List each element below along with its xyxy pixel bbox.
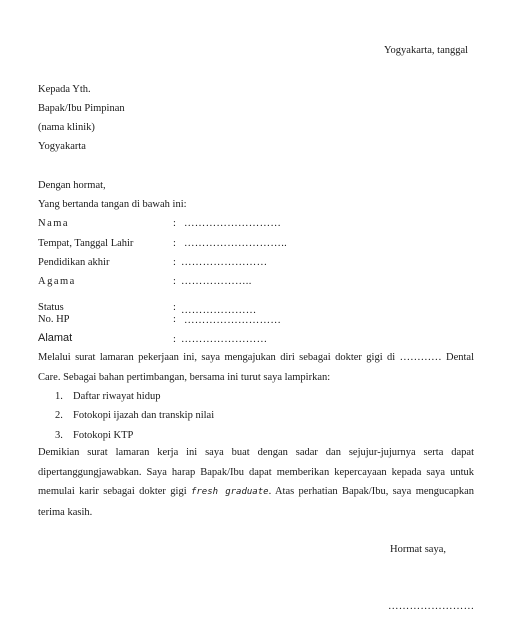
body-paragraph: [38, 348, 474, 387]
signature-dots: ……………………: [388, 601, 475, 612]
field-label-nama: Nama: [38, 218, 70, 229]
closing-line-3-post: . Atas perhatian Bapak/Ibu, saya mengucapkan: [268, 486, 475, 498]
attachment-item: [55, 390, 160, 403]
field-dots-agama: ………………..: [181, 276, 252, 287]
closing-line-1: Demikian surat lamaran kerja ini saya buat dengan sadar dan sejujur-jujurnya serta dapat: [38, 447, 474, 458]
field-colon-nohp: :: [173, 314, 176, 325]
closing-paragraph: [38, 443, 474, 522]
field-colon-status: :: [173, 302, 176, 313]
field-dots-status: …………………: [181, 305, 257, 316]
field-colon-agama: :: [173, 276, 176, 287]
greeting: Dengan hormat,: [38, 180, 106, 191]
place-date: Yogyakarta, tanggal: [384, 45, 469, 56]
sign-off: Hormat saya,: [390, 544, 446, 555]
recipient-line-4: Yogyakarta: [38, 141, 86, 152]
body-line-2: Care. Sebagai bahan pertimbangan, bersama ini turut saya lampirkan:: [38, 371, 331, 383]
attachment-item: [55, 409, 214, 422]
field-colon-pendidikan: :: [173, 257, 176, 268]
field-label-alamat: Alamat: [38, 332, 73, 344]
attachment-num: 1.: [55, 391, 63, 402]
field-dots-nohp: ………………………: [184, 315, 282, 326]
field-label-pendidikan: Pendidikan akhir: [38, 257, 110, 268]
recipient-line-2: Bapak/Ibu Pimpinan: [38, 103, 125, 114]
closing-line-2: dipertanggungjawabkan. Saya harap Bapak/Ibu dapat memberikan kepercayaan kepada saya untuk: [38, 466, 474, 478]
field-colon-alamat: :: [173, 334, 176, 345]
recipient-line-1: Kepada Yth.: [38, 84, 91, 95]
field-dots-pendidikan: ……………………: [181, 257, 268, 268]
field-colon-nama: :: [173, 218, 176, 229]
intro-text: Yang bertanda tangan di bawah ini:: [38, 199, 187, 210]
attachment-text: Fotokopi ijazah dan transkip nilai: [73, 410, 215, 421]
field-label-ttl: Tempat, Tanggal Lahir: [38, 238, 134, 249]
attachment-num: 2.: [55, 410, 63, 421]
body-line-1: Melalui surat lamaran pekerjaan ini, saya mengajukan diri sebagai dokter gigi di ………… Dental: [38, 352, 474, 363]
attachment-item: [55, 429, 133, 442]
closing-line-4: terima kasih.: [38, 506, 93, 518]
closing-line-3: [38, 482, 474, 503]
field-dots-alamat: ……………………: [181, 334, 268, 345]
attachment-num: 3.: [55, 430, 63, 441]
field-label-agama: Agama: [38, 276, 76, 287]
field-dots-nama: ………………………: [184, 218, 282, 229]
field-label-nohp: No. HP: [38, 314, 70, 325]
attachment-text: Fotokopi KTP: [73, 430, 134, 441]
field-colon-ttl: :: [173, 238, 176, 249]
attachment-text: Daftar riwayat hidup: [73, 391, 161, 402]
field-label-status: Status: [38, 302, 64, 313]
field-dots-ttl: ………………………..: [184, 238, 288, 249]
closing-line-3-pre: memulai karir sebagai dokter gigi: [38, 486, 187, 498]
recipient-line-3: (nama klinik): [38, 122, 95, 133]
fresh-graduate-text: fresh graduate: [190, 487, 269, 498]
